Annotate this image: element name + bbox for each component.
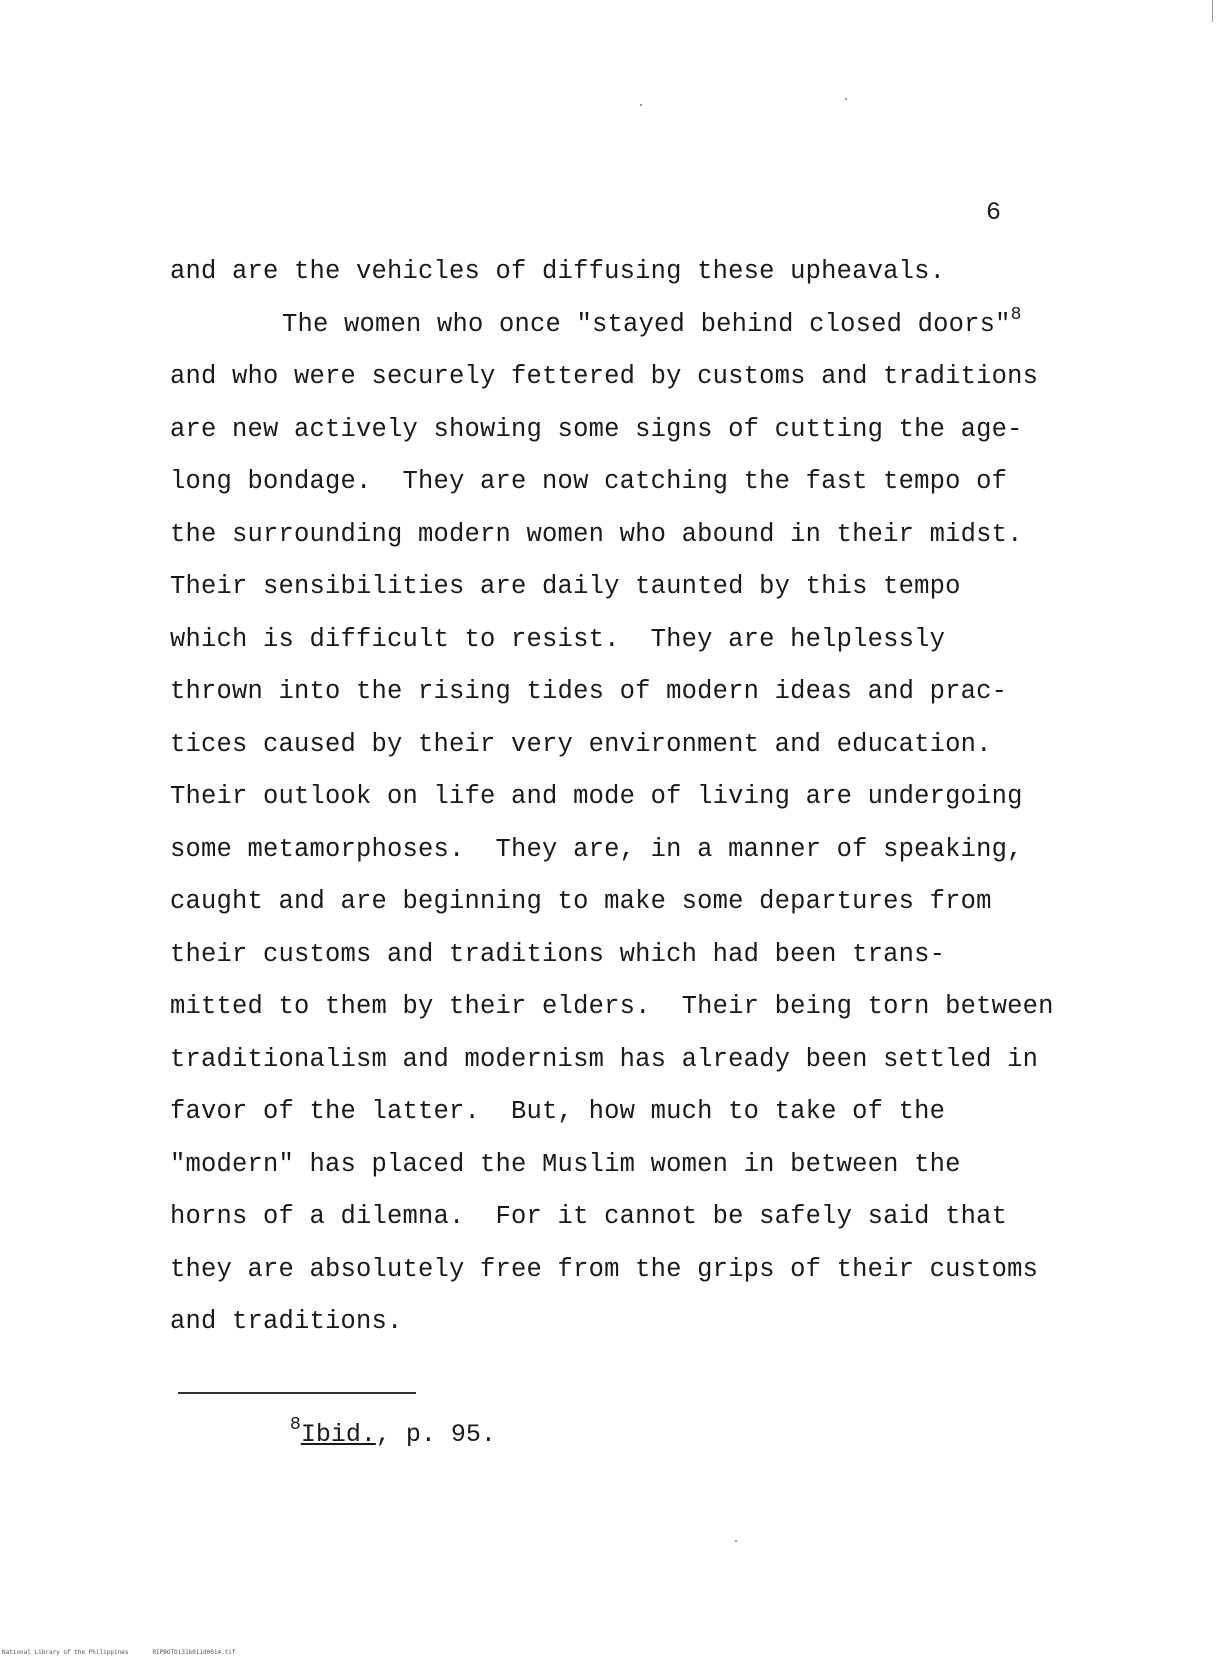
text-line: favor of the latter. But, how much to take of the bbox=[170, 1097, 946, 1126]
scan-speck bbox=[640, 104, 642, 106]
paragraph-first-line bbox=[170, 299, 1090, 352]
library-credit: National Library of the Philippines bbox=[2, 1649, 129, 1656]
scan-footer bbox=[2, 1649, 236, 1656]
text-line: tices caused by their very environment and education. bbox=[170, 729, 992, 759]
text-line: caught and are beginning to make some departures from bbox=[170, 887, 992, 916]
text-line: thrown into the rising tides of modern ideas and prac- bbox=[170, 677, 1008, 706]
scan-speck bbox=[845, 98, 847, 100]
text-line: and traditions. bbox=[170, 1307, 403, 1336]
text-line: horns of a dilemna. For it cannot be safely said that bbox=[170, 1202, 1008, 1231]
footnote-marker: 8 bbox=[1010, 304, 1022, 325]
footnote bbox=[290, 1415, 496, 1449]
page-number: 6 bbox=[986, 198, 1002, 227]
footnote-number: 8 bbox=[290, 1415, 301, 1435]
text-line: Their sensibilities are daily taunted by this tempo bbox=[170, 572, 961, 601]
text-line: which is difficult to resist. They are helplessly bbox=[170, 624, 946, 654]
text-line: some metamorphoses. They are, in a manner of speaking, bbox=[170, 834, 1023, 864]
footnote-page: , p. 95. bbox=[375, 1420, 496, 1449]
text-line: Their outlook on life and mode of living are undergoing bbox=[170, 782, 1023, 811]
text-line: they are absolutely free from the grips of their customs bbox=[170, 1254, 1039, 1284]
text-line: long bondage. They are now catching the fast tempo of bbox=[170, 467, 1008, 496]
text-line: traditionalism and modernism has already been settled in bbox=[170, 1044, 1039, 1074]
text-line: mitted to them by their elders. Their being torn between bbox=[170, 992, 1054, 1021]
text-line: and are the vehicles of diffusing these upheavals. bbox=[170, 257, 946, 286]
text-line: are new actively showing some signs of cutting the age- bbox=[170, 414, 1023, 444]
text-line: "modern" has placed the Muslim women in between the bbox=[170, 1149, 961, 1179]
footnote-divider bbox=[178, 1392, 416, 1394]
body-text bbox=[170, 246, 1090, 1349]
text-line: The women who once "stayed behind closed doors" bbox=[282, 309, 1011, 339]
text-line: and who were securely fettered by customs and traditions bbox=[170, 362, 1039, 391]
scan-file-id: RIPBOTD1316011d0014.tif bbox=[152, 1649, 236, 1656]
footnote-source: Ibid. bbox=[300, 1420, 376, 1449]
text-line: their customs and traditions which had been trans- bbox=[170, 939, 946, 969]
scan-speck bbox=[735, 1540, 737, 1542]
text-line: the surrounding modern women who abound in their midst. bbox=[170, 519, 1023, 549]
scan-edge-mark bbox=[1212, 0, 1213, 22]
